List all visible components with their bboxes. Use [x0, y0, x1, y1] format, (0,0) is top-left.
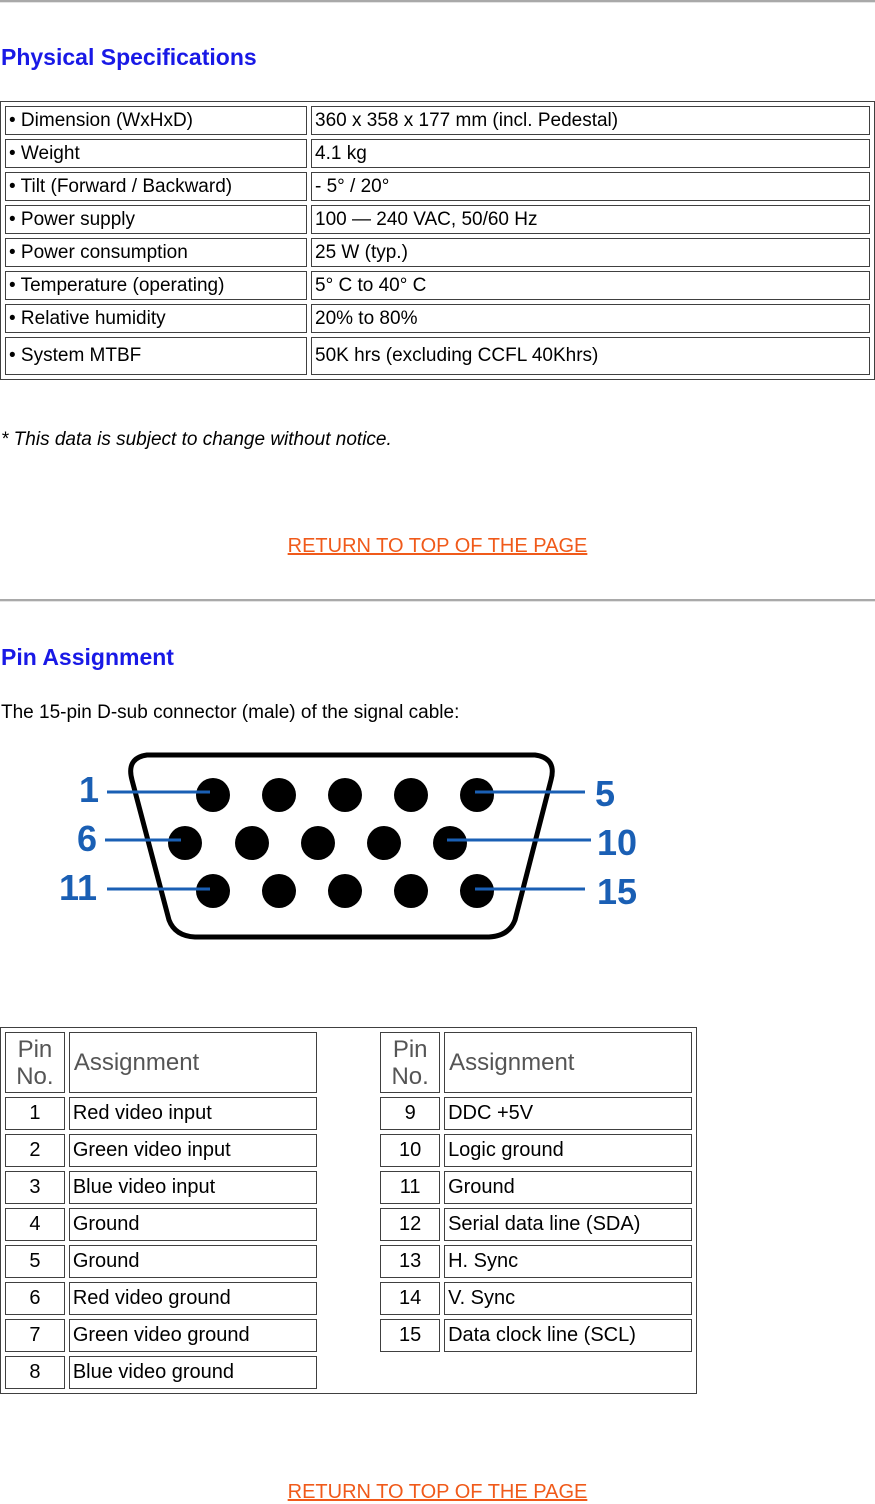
pin-dot-8 [301, 826, 335, 860]
spec-label: • Power consumption [5, 238, 307, 267]
pin-dot-15 [460, 874, 494, 908]
pin-number: 8 [5, 1356, 65, 1389]
pin-assignment: Ground [69, 1245, 317, 1278]
pin-number: 3 [5, 1171, 65, 1204]
pin-assignment: Red video ground [69, 1282, 317, 1315]
diagram-label-5: 5 [595, 773, 616, 814]
pin-row [5, 1319, 692, 1352]
physical-specs-title: Physical Specifications [1, 44, 257, 70]
spec-label: • Tilt (Forward / Backward) [5, 172, 307, 201]
return-to-top-link-bottom[interactable]: RETURN TO TOP OF THE PAGE [287, 1481, 588, 1503]
pin-assignment: Red video input [69, 1097, 317, 1130]
spec-row [5, 106, 870, 135]
connector-intro-text: The 15-pin D-sub connector (male) of the signal cable: [1, 702, 460, 723]
empty-cell [380, 1356, 440, 1389]
spec-label: • Power supply [5, 205, 307, 234]
pin-row [5, 1356, 692, 1389]
spec-label: • Temperature (operating) [5, 271, 307, 300]
pin-col-header-right: Pin No. [380, 1032, 440, 1093]
pin-number: 1 [5, 1097, 65, 1130]
spec-label: • Weight [5, 139, 307, 168]
pin-number: 11 [380, 1171, 440, 1204]
pin-dot-6 [168, 826, 202, 860]
pin-row [5, 1245, 692, 1278]
pin-dot-9 [367, 826, 401, 860]
pin-assignment: Serial data line (SDA) [444, 1208, 692, 1241]
pin-dot-14 [394, 874, 428, 908]
pin-number: 12 [380, 1208, 440, 1241]
return-to-top-link[interactable]: RETURN TO TOP OF THE PAGE [287, 535, 588, 557]
pin-row [5, 1097, 692, 1130]
pin-number: 7 [5, 1319, 65, 1352]
pin-number: 2 [5, 1134, 65, 1167]
pin-dot-4 [394, 778, 428, 812]
pin-assignment: Green video ground [69, 1319, 317, 1352]
pin-number: 10 [380, 1134, 440, 1167]
pin-assignment: Ground [444, 1171, 692, 1204]
pin-assignment-title: Pin Assignment [1, 644, 174, 670]
column-gap [321, 1356, 377, 1389]
column-gap [321, 1245, 377, 1278]
spec-row [5, 205, 870, 234]
pin-dot-7 [235, 826, 269, 860]
spec-value: 100 — 240 VAC, 50/60 Hz [311, 205, 870, 234]
column-gap [321, 1208, 377, 1241]
spec-label: • Relative humidity [5, 304, 307, 333]
pin-row [5, 1208, 692, 1241]
column-gap [321, 1134, 377, 1167]
spec-label: • Dimension (WxHxD) [5, 106, 307, 135]
spec-value: 5° C to 40° C [311, 271, 870, 300]
spec-row [5, 238, 870, 267]
pin-dot-1 [196, 778, 230, 812]
column-gap [321, 1171, 377, 1204]
pin-assignment: DDC +5V [444, 1097, 692, 1130]
pin-dot-3 [328, 778, 362, 812]
diagram-label-15: 15 [597, 871, 638, 912]
pin-assignment: Ground [69, 1208, 317, 1241]
column-gap [321, 1097, 377, 1130]
pin-assignment: V. Sync [444, 1282, 692, 1315]
top-divider [0, 0, 875, 3]
spec-value: 20% to 80% [311, 304, 870, 333]
section-divider [0, 599, 875, 602]
pin-assignment: Blue video ground [69, 1356, 317, 1389]
diagram-label-6: 6 [77, 818, 98, 859]
assignment-col-header-left: Assignment [69, 1032, 317, 1093]
pin-row [5, 1134, 692, 1167]
pin-number: 5 [5, 1245, 65, 1278]
spec-value: 4.1 kg [311, 139, 870, 168]
pin-dot-10 [433, 826, 467, 860]
spec-row [5, 304, 870, 333]
diagram-label-10: 10 [597, 822, 638, 863]
spec-row [5, 172, 870, 201]
pin-row [5, 1282, 692, 1315]
pin-assignment: Data clock line (SCL) [444, 1319, 692, 1352]
pin-number: 14 [380, 1282, 440, 1315]
spec-value: 50K hrs (excluding CCFL 40Khrs) [311, 337, 870, 375]
spec-row [5, 271, 870, 300]
pin-number: 9 [380, 1097, 440, 1130]
pin-dot-11 [196, 874, 230, 908]
pin-number: 13 [380, 1245, 440, 1278]
pin-assignment: Logic ground [444, 1134, 692, 1167]
column-gap [321, 1319, 377, 1352]
spec-value: 360 x 358 x 177 mm (incl. Pedestal) [311, 106, 870, 135]
physical-specs-table [0, 101, 875, 380]
column-gap [321, 1032, 377, 1093]
pin-assignment-table [0, 1027, 697, 1394]
diagram-label-11: 11 [59, 867, 98, 908]
spec-value: - 5° / 20° [311, 172, 870, 201]
pin-number: 15 [380, 1319, 440, 1352]
disclaimer-note: * This data is subject to change without notice. [1, 429, 392, 450]
pin-assignment: H. Sync [444, 1245, 692, 1278]
spec-row [5, 337, 870, 375]
pin-number: 6 [5, 1282, 65, 1315]
pin-dot-13 [328, 874, 362, 908]
pin-dot-2 [262, 778, 296, 812]
assignment-col-header-right: Assignment [444, 1032, 692, 1093]
pin-dot-12 [262, 874, 296, 908]
dsub-connector-diagram [55, 748, 655, 944]
pin-dots [168, 778, 494, 908]
spec-row [5, 139, 870, 168]
pin-row [5, 1171, 692, 1204]
spec-value: 25 W (typ.) [311, 238, 870, 267]
pin-dot-5 [460, 778, 494, 812]
column-gap [321, 1282, 377, 1315]
empty-cell [444, 1356, 692, 1389]
pin-col-header-left: Pin No. [5, 1032, 65, 1093]
pin-assignment: Blue video input [69, 1171, 317, 1204]
spec-label: • System MTBF [5, 337, 307, 375]
pin-number: 4 [5, 1208, 65, 1241]
pin-assignment: Green video input [69, 1134, 317, 1167]
diagram-label-1: 1 [79, 769, 100, 810]
